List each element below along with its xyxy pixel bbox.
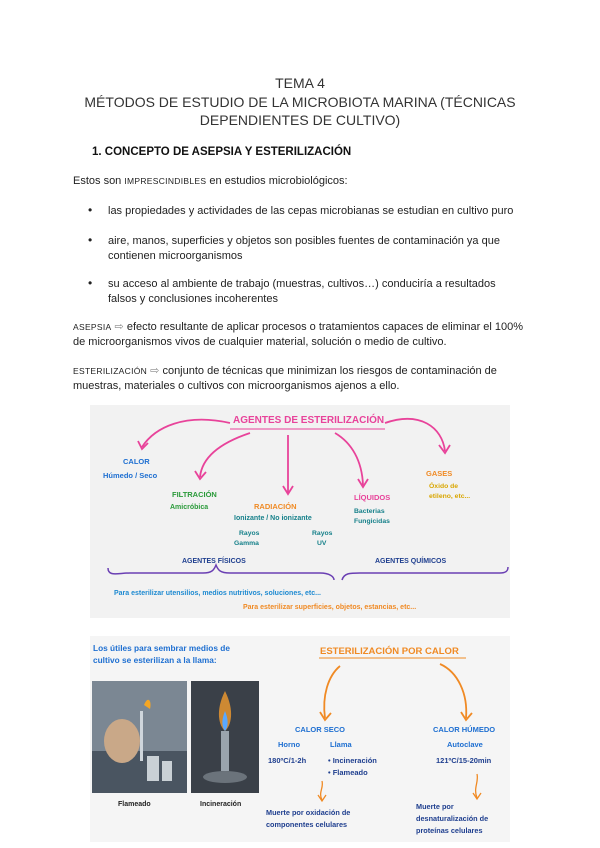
asepsia-definition (73, 320, 543, 350)
esterilizacion-term: ESTERILIZACIÓN (73, 366, 148, 376)
note-quimicos: Para esterilizar superficies, objetos, estancias, etc... (243, 604, 417, 611)
rayos-uv-top: Rayos (312, 530, 333, 537)
rayos-gamma-top: Rayos (239, 530, 260, 537)
seco-temp: 180ºC/1-2h (268, 756, 307, 765)
intro-caps: IMPRESCINDIBLES (124, 176, 207, 186)
humedo-result-line3: proteínas celulares (416, 826, 483, 835)
calor-humedo-label: CALOR HÚMEDO (433, 725, 496, 734)
intro-post: en estudios microbiológicos: (206, 175, 348, 187)
filtracion-label: FILTRACIÓN (172, 490, 217, 499)
bracket-quimicos (342, 567, 508, 580)
horno-label: Horno (278, 740, 301, 749)
calor-title: ESTERILIZACIÓN POR CALOR (320, 646, 459, 657)
radiacion-sub: Ionizante / No ionizante (234, 515, 312, 522)
liquidos-sub1: Bacterias (354, 508, 385, 515)
radiacion-label: RADIACIÓN (254, 502, 297, 511)
humedo-result-line2: desnaturalización de (416, 814, 489, 823)
esterilizacion-line2: muestras, materiales o cultivos con microorganismos ajenos a ello. (73, 380, 400, 392)
intro-pre: Estos son (73, 175, 125, 187)
arrow-humedo-result (476, 774, 478, 798)
arrow-calor (142, 420, 230, 447)
arrow-seco-result (321, 781, 323, 800)
gases-label: GASES (426, 469, 453, 478)
seco-result-line2: componentes celulares (266, 820, 348, 829)
asepsia-line1: efecto resultante de aplicar procesos o tratamientos capaces de eliminar el 100% (123, 321, 524, 333)
bullet-3-line1: su acceso al ambiente de trabajo (muestras, cultivos…) conduciría a resultados (108, 278, 496, 290)
doc-title-line1: TEMA 4 (275, 75, 325, 91)
autoclave-label: Autoclave (447, 740, 483, 749)
liquidos-label: LÍQUIDOS (354, 493, 391, 502)
note-fisicos: Para esterilizar utensilios, medios nutritivos, soluciones, etc... (114, 590, 321, 597)
caption-incineracion: Incineración (200, 801, 242, 808)
rayos-gamma-bottom: Gamma (234, 540, 259, 547)
flame-text-line1: Los útiles para sembrar medios de (93, 643, 230, 653)
rayos-uv-bottom: UV (317, 540, 327, 547)
bullet-item-1 (108, 204, 528, 219)
seco-result-line1: Muerte por oxidación de (266, 808, 351, 817)
arrow-icon: ⇨ (150, 365, 160, 377)
intro-paragraph (73, 174, 348, 189)
arrow-liquidos (335, 433, 363, 485)
arrow-icon: ⇨ (114, 321, 124, 333)
bracket-fisicos (108, 565, 334, 580)
agentes-diagram (90, 405, 510, 618)
bullet-1-line1: las propiedades y actividades de las cepas microbianas se estudian en cultivo puro (108, 205, 514, 217)
doc-title-line2: MÉTODOS DE ESTUDIO DE LA MICROBIOTA MARINA (TÉCNICAS (84, 94, 516, 110)
calor-sub: Húmedo / Seco (103, 471, 158, 480)
calor-label: CALOR (123, 457, 150, 466)
humedo-result-line1: Muerte por (416, 802, 454, 811)
flameado-item: • Flameado (328, 768, 368, 777)
bullet-dot: • (88, 203, 93, 217)
filtracion-sub: Amicróbica (170, 504, 209, 511)
section-heading: 1. CONCEPTO DE ASEPSIA Y ESTERILIZACIÓN (92, 146, 352, 158)
bullet-dot: • (88, 233, 93, 247)
agentes-quimicos-label: AGENTES QUÍMICOS (375, 558, 447, 565)
incineracion-item: • Incineración (328, 756, 377, 765)
esterilizacion-line1: conjunto de técnicas que minimizan los riesgos de contaminación de (159, 365, 497, 377)
caption-flameado: Flameado (118, 801, 151, 808)
bullet-item-3 (108, 277, 528, 307)
asepsia-line2: de microorganismos vivos de cualquier material, solución o medio de cultivo. (73, 336, 447, 348)
arrow-seco (324, 666, 340, 718)
arrow-humedo (440, 664, 466, 718)
agentes-arrows (90, 405, 510, 618)
bullet-dot: • (88, 276, 93, 290)
flame-text-line2: cultivo se esterilizan a la llama: (93, 655, 217, 665)
asepsia-term: ASEPSIA (73, 322, 112, 332)
calor-seco-label: CALOR SECO (295, 725, 346, 734)
doc-title-line3: DEPENDIENTES DE CULTIVO) (199, 112, 401, 128)
arrow-filtracion (200, 433, 250, 477)
gases-sub2: etileno, etc... (429, 493, 471, 500)
humedo-temp: 121ºC/15-20min (436, 756, 492, 765)
bullet-3-line2: falsos y conclusiones incoherentes (108, 293, 278, 305)
bullet-2-line2: contienen microorganismos (108, 250, 243, 262)
bullet-2-line1: aire, manos, superficies y objetos son posibles fuentes de contaminación ya que (108, 235, 500, 247)
agentes-title: AGENTES DE ESTERILIZACIÓN (233, 415, 385, 426)
llama-label: Llama (330, 740, 352, 749)
liquidos-sub2: Fungicidas (354, 518, 390, 525)
agentes-fisicos-label: AGENTES FÍSICOS (182, 558, 246, 565)
esterilizacion-definition (73, 364, 543, 394)
arrow-gases (385, 419, 445, 451)
gases-sub1: Óxido de (429, 483, 459, 490)
bullet-item-2 (108, 234, 528, 264)
calor-diagram (90, 636, 510, 842)
